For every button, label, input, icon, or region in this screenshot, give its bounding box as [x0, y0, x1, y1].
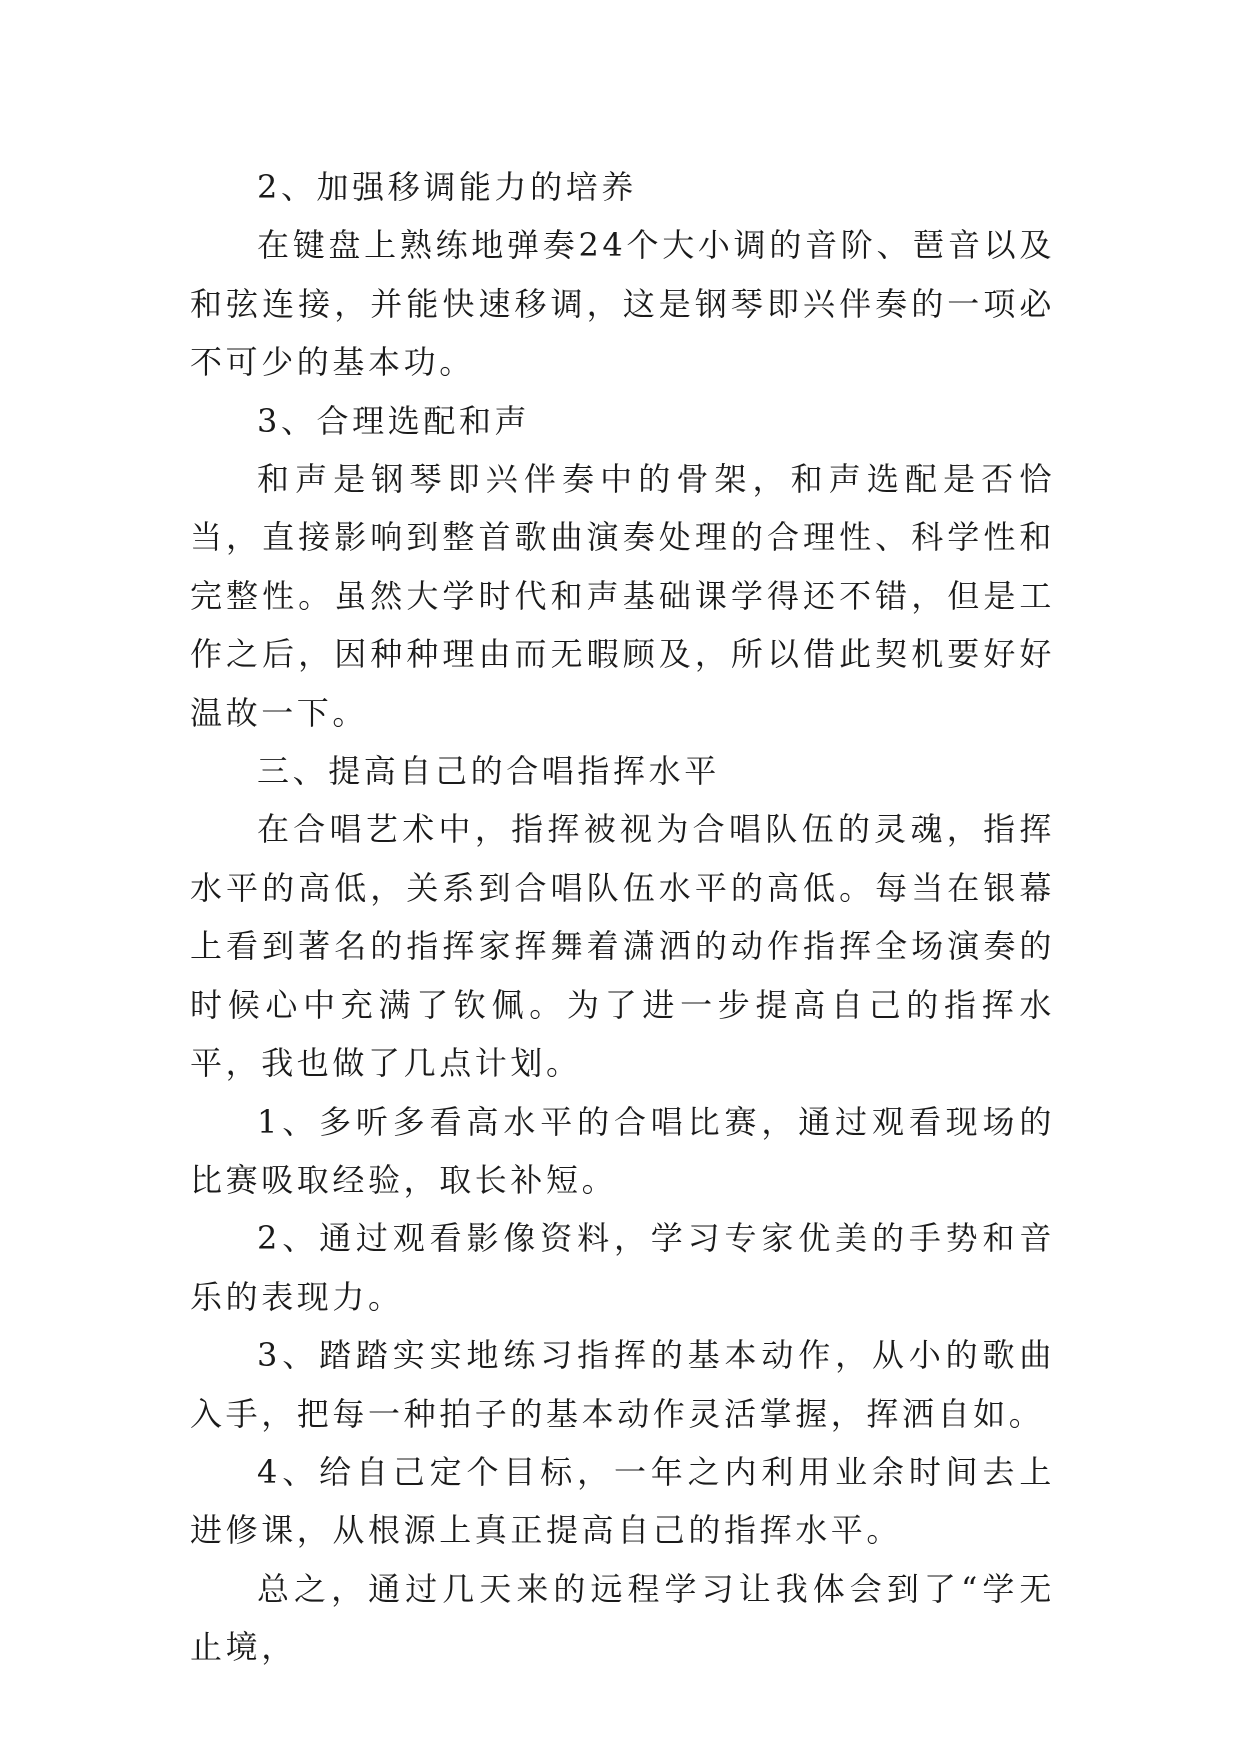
section-heading-harmony: 3、合理选配和声 [257, 401, 531, 440]
paragraph-conducting: 在合唱艺术中，指挥被视为合唱队伍的灵魂，指挥水平的高低，关系到合唱队伍水平的高低。每当在银幕上看到著名的指挥家挥舞着潇洒的动作指挥全场演奏的时候心中充满了钦佩。为了进一步提高自己的指挥水平，我也做了几点计划。 [190, 810, 1055, 1083]
list-item-1: 1、多听多看高水平的合唱比赛，通过观看现场的比赛吸取经验，取长补短。 [190, 1102, 1055, 1199]
section-heading-conducting: 三、提高自己的合唱指挥水平 [257, 752, 720, 791]
list-item-3: 3、踏踏实实地练习指挥的基本动作，从小的歌曲入手，把每一种拍子的基本动作灵活掌握，挥洒自如。 [190, 1336, 1055, 1433]
list-item-4: 4、给自己定个目标，一年之内利用业余时间去上进修课，从根源上真正提高自己的指挥水平。 [190, 1452, 1055, 1550]
paragraph-transposition: 在键盘上熟练地弹奏24个大小调的音阶、琶音以及和弦连接，并能快速移调，这是钢琴即兴伴奏的一项必不可少的基本功。 [190, 226, 1055, 382]
paragraph-harmony: 和声是钢琴即兴伴奏中的骨架，和声选配是否恰当，直接影响到整首歌曲演奏处理的合理性、科学性和完整性。虽然大学时代和声基础课学得还不错，但是工作之后，因种种理由而无暇顾及，所以借此契机要好好温故一下。 [190, 460, 1055, 732]
paragraph-conclusion: 总之，通过几天来的远程学习让我体会到了“学无止境， [190, 1569, 1055, 1667]
list-item-2: 2、通过观看影像资料，学习专家优美的手势和音乐的表现力。 [190, 1219, 1055, 1316]
section-heading-transposition: 2、加强移调能力的培养 [257, 168, 637, 206]
document-body [190, 158, 1055, 1677]
